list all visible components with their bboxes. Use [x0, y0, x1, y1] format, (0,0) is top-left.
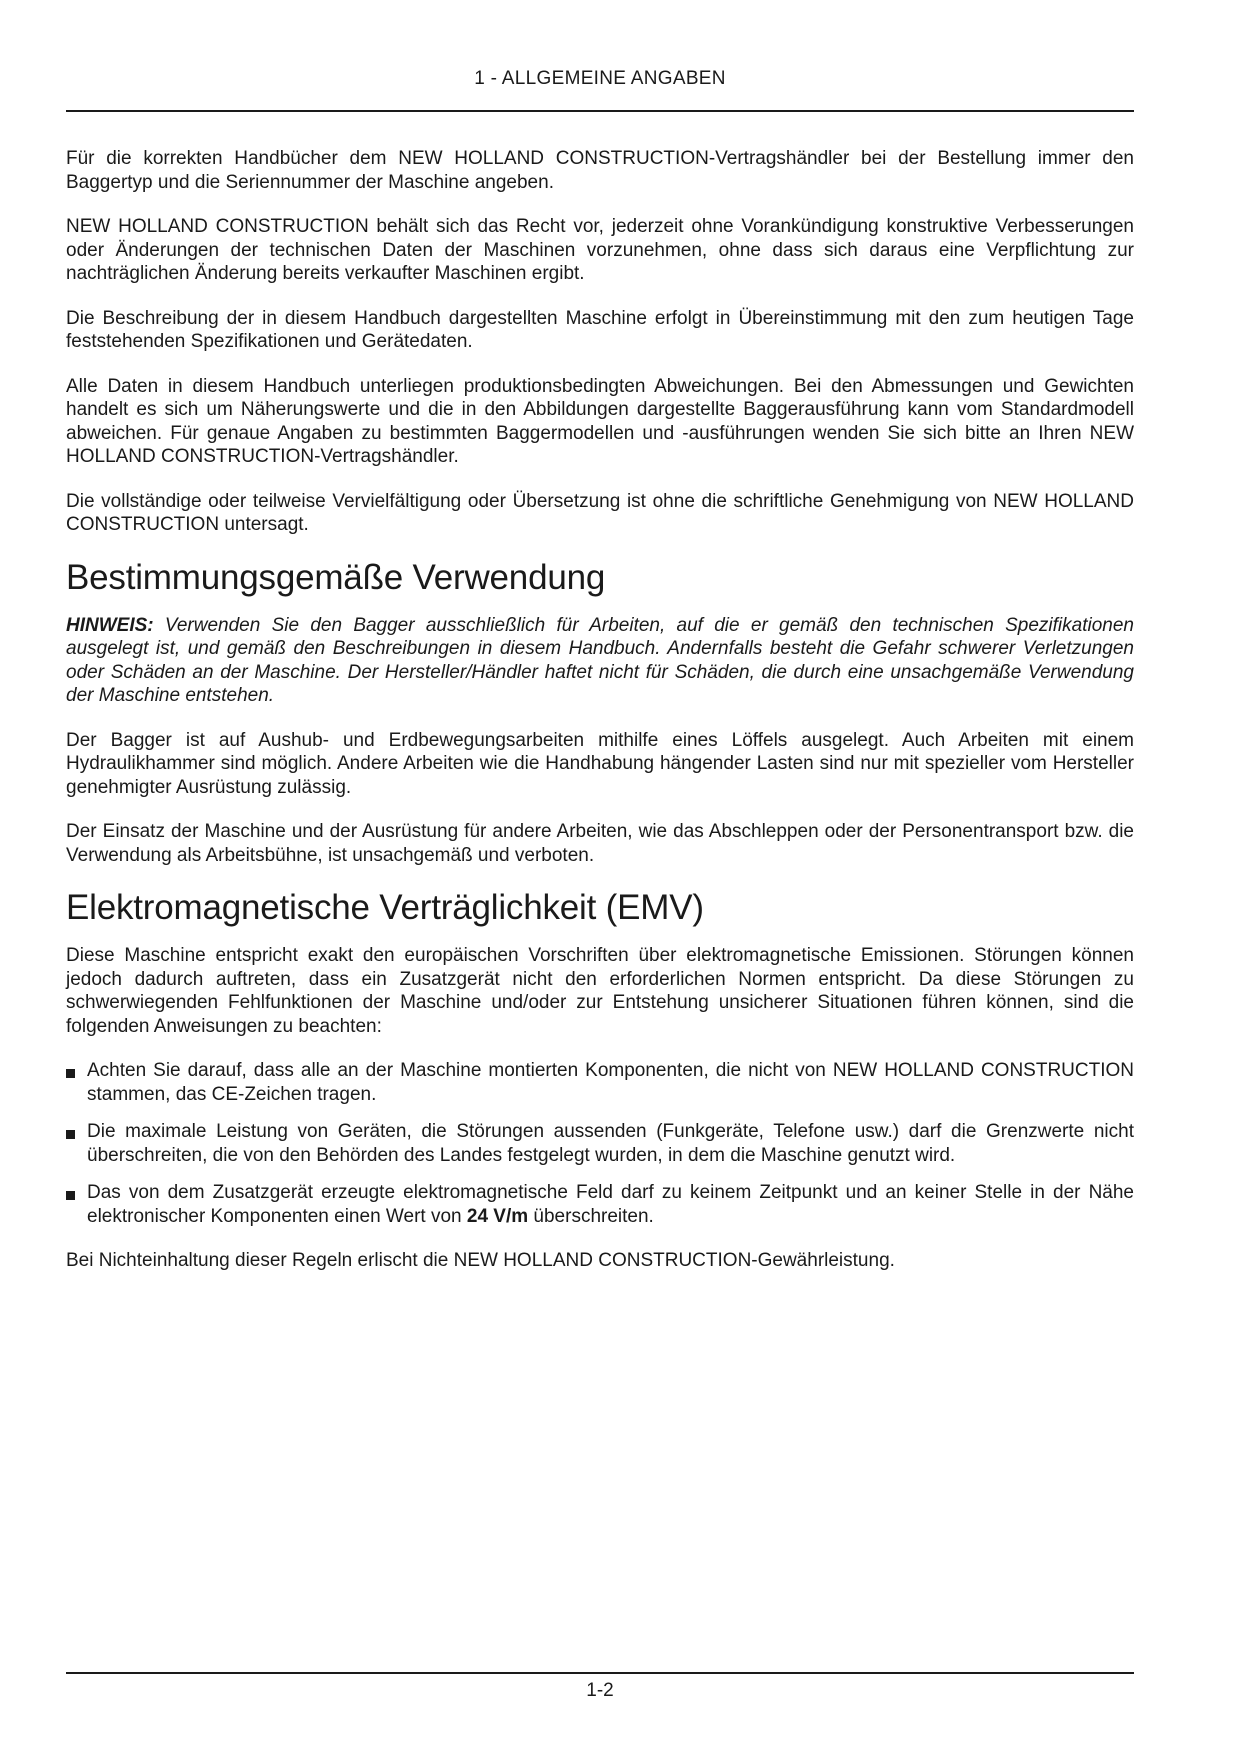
- intro-paragraph-2: NEW HOLLAND CONSTRUCTION behält sich das Recht vor, jederzeit ohne Vorankündigung konstruktive Verbesserungen oder Änderungen der technischen Daten der Maschinen vorzunehmen, ohne dass sich daraus eine Verpflichtung zur nachträglichen Änderung bereits verkaufter Maschinen ergibt.: [66, 216, 1134, 284]
- emc-intro-paragraph: Diese Maschine entspricht exakt den europäischen Vorschriften über elektromagnetische Emissionen. Störungen können jedoch dadurch auftreten, dass ein Zusatzgerät nicht den erforderlichen Normen entspricht. Da diese Störungen zu schwerwiegenden Fehlfunktionen der Maschine und/oder zur Entstehung unsicherer Situationen führen können, sind die folgenden Anweisungen zu beachten:: [66, 945, 1134, 1037]
- note-text: Verwenden Sie den Bagger ausschließlich für Arbeiten, auf die er gemäß den technischen Spezifikationen ausgelegt ist, und gemäß den Beschreibungen in diesem Handbuch. Andernfalls besteht die Gefahr schwerer Verletzungen oder Schäden an der Maschine. Der Hersteller/Händler haftet nicht für Schäden, die durch eine unsachgemäße Verwendung der Maschine entstehen.: [66, 614, 1134, 706]
- list-item: [66, 1181, 1134, 1228]
- list-item-text-after: überschreiten.: [528, 1205, 654, 1227]
- intended-use-paragraph-1: Der Bagger ist auf Aushub- und Erdbewegungsarbeiten mithilfe eines Löffels ausgelegt. Auch Arbeiten mit einem Hydraulikhammer sind möglich. Andere Arbeiten wie die Handhabung hängender Lasten sind nur mit spezieller vom Hersteller genehmigter Ausrüstung zulässig.: [66, 729, 1134, 798]
- intro-paragraph-3: Die Beschreibung der in diesem Handbuch dargestellten Maschine erfolgt in Übereinstimmung mit den zum heutigen Tage feststehenden Spezifikationen und Gerätedaten.: [66, 307, 1134, 352]
- field-strength-value: 24 V/m: [466, 1205, 529, 1227]
- emc-closing-paragraph: Bei Nichteinhaltung dieser Regeln erlischt die NEW HOLLAND CONSTRUCTION-Gewährleistung.: [66, 1250, 895, 1271]
- list-item-text-before: Das von dem Zusatzgerät erzeugte elektromagnetische Feld darf zu keinem Zeitpunkt und an keiner Stelle in der Nähe elektronischer Komponenten einen Wert von: [87, 1182, 1134, 1227]
- page-number: 1-2: [586, 1680, 614, 1701]
- intro-paragraph-1: Für die korrekten Handbücher dem NEW HOLLAND CONSTRUCTION-Vertragshändler bei der Bestellung immer den Baggertyp und die Seriennummer der Maschine angeben.: [66, 148, 1134, 193]
- section-heading-emc: Elektromagnetische Verträglichkeit (EMV): [66, 888, 704, 927]
- list-item: [66, 1120, 1134, 1167]
- square-bullet-icon: [66, 1130, 75, 1139]
- document-page: [66, 0, 1134, 1754]
- list-item: [66, 1059, 1134, 1106]
- section-heading-intended-use: Bestimmungsgemäße Verwendung: [66, 557, 606, 597]
- square-bullet-icon: [66, 1191, 75, 1200]
- footer-rule: [66, 1672, 1134, 1674]
- list-item-text: Achten Sie darauf, dass alle an der Maschine montierten Komponenten, die nicht von NEW HOLLAND CONSTRUCTION stammen, das CE-Zeichen tragen.: [87, 1060, 1134, 1105]
- emc-bullet-list: [66, 1059, 1134, 1228]
- intro-paragraph-4: Alle Daten in diesem Handbuch unterliegen produktionsbedingten Abweichungen. Bei den Abmessungen und Gewichten handelt es sich um Näherungswerte und die in den Abbildungen dargestellte Baggerausführung kann vom Standardmodell abweichen. Für genaue Angaben zu bestimmten Baggermodellen und -ausführungen wenden Sie sich bitte an Ihren NEW HOLLAND CONSTRUCTION-Vertragshändler.: [66, 375, 1134, 467]
- page-content: [66, 147, 1134, 1294]
- note-paragraph: [66, 614, 1134, 708]
- intro-paragraph-5: Die vollständige oder teilweise Vervielfältigung oder Übersetzung ist ohne die schriftliche Genehmigung von NEW HOLLAND CONSTRUCTION untersagt.: [66, 490, 1134, 535]
- list-item-text: Die maximale Leistung von Geräten, die Störungen aussenden (Funkgeräte, Telefone usw.) darf die Grenzwerte nicht überschreiten, die von den Behörden des Landes festgelegt wurden, in dem die Maschine genutzt wird.: [87, 1121, 1134, 1166]
- note-label: HINWEIS:: [66, 614, 154, 636]
- intended-use-paragraph-2: Der Einsatz der Maschine und der Ausrüstung für andere Arbeiten, wie das Abschleppen oder der Personentransport bzw. die Verwendung als Arbeitsbühne, ist unsachgemäß und verboten.: [66, 821, 1134, 866]
- square-bullet-icon: [66, 1069, 75, 1078]
- header-rule: [66, 110, 1134, 112]
- running-header: 1 - ALLGEMEINE ANGABEN: [474, 68, 726, 89]
